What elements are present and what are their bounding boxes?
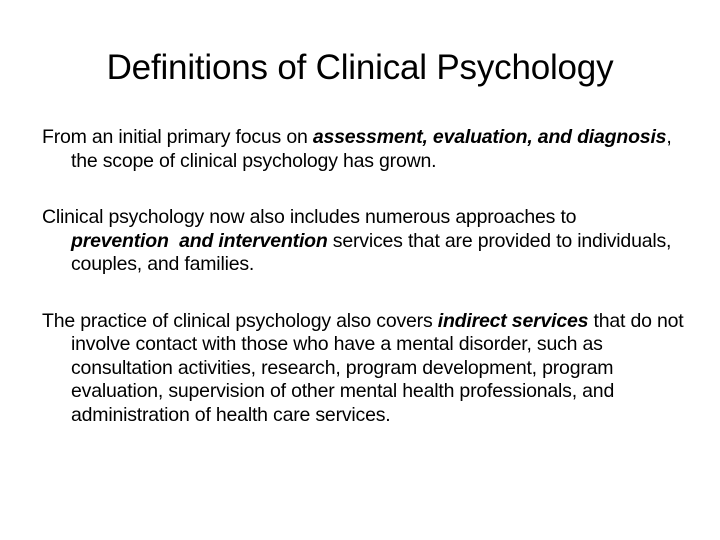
paragraph-text: From an initial primary focus on: [42, 126, 313, 148]
paragraph-text: The practice of clinical psychology also covers: [42, 309, 438, 332]
slide-title: Definitions of Clinical Psychology: [106, 48, 614, 87]
slide-body: [42, 126, 692, 427]
paragraph-scope-growth: [42, 126, 692, 173]
emphasis-text: assessment, evaluation, and diagnosis: [312, 126, 667, 148]
paragraph-prevention-intervention: [42, 206, 692, 277]
paragraph-text: , the scope of clinical psychology has grown.: [71, 126, 672, 172]
paragraph-indirect-services: [42, 310, 692, 428]
paragraph-text: Clinical psychology now also includes numerous approaches to: [42, 206, 577, 228]
paragraph-text: services that are provided to individuals, couples, and families.: [71, 229, 672, 275]
emphasis-text: prevention and intervention: [71, 229, 328, 252]
emphasis-text: indirect services: [437, 309, 589, 332]
paragraph-text: that do not involve contact with those who have a mental disorder, such as consultation activities, research, program development, program evaluation, supervision of other mental health professionals, and administration of health care services.: [71, 309, 684, 426]
